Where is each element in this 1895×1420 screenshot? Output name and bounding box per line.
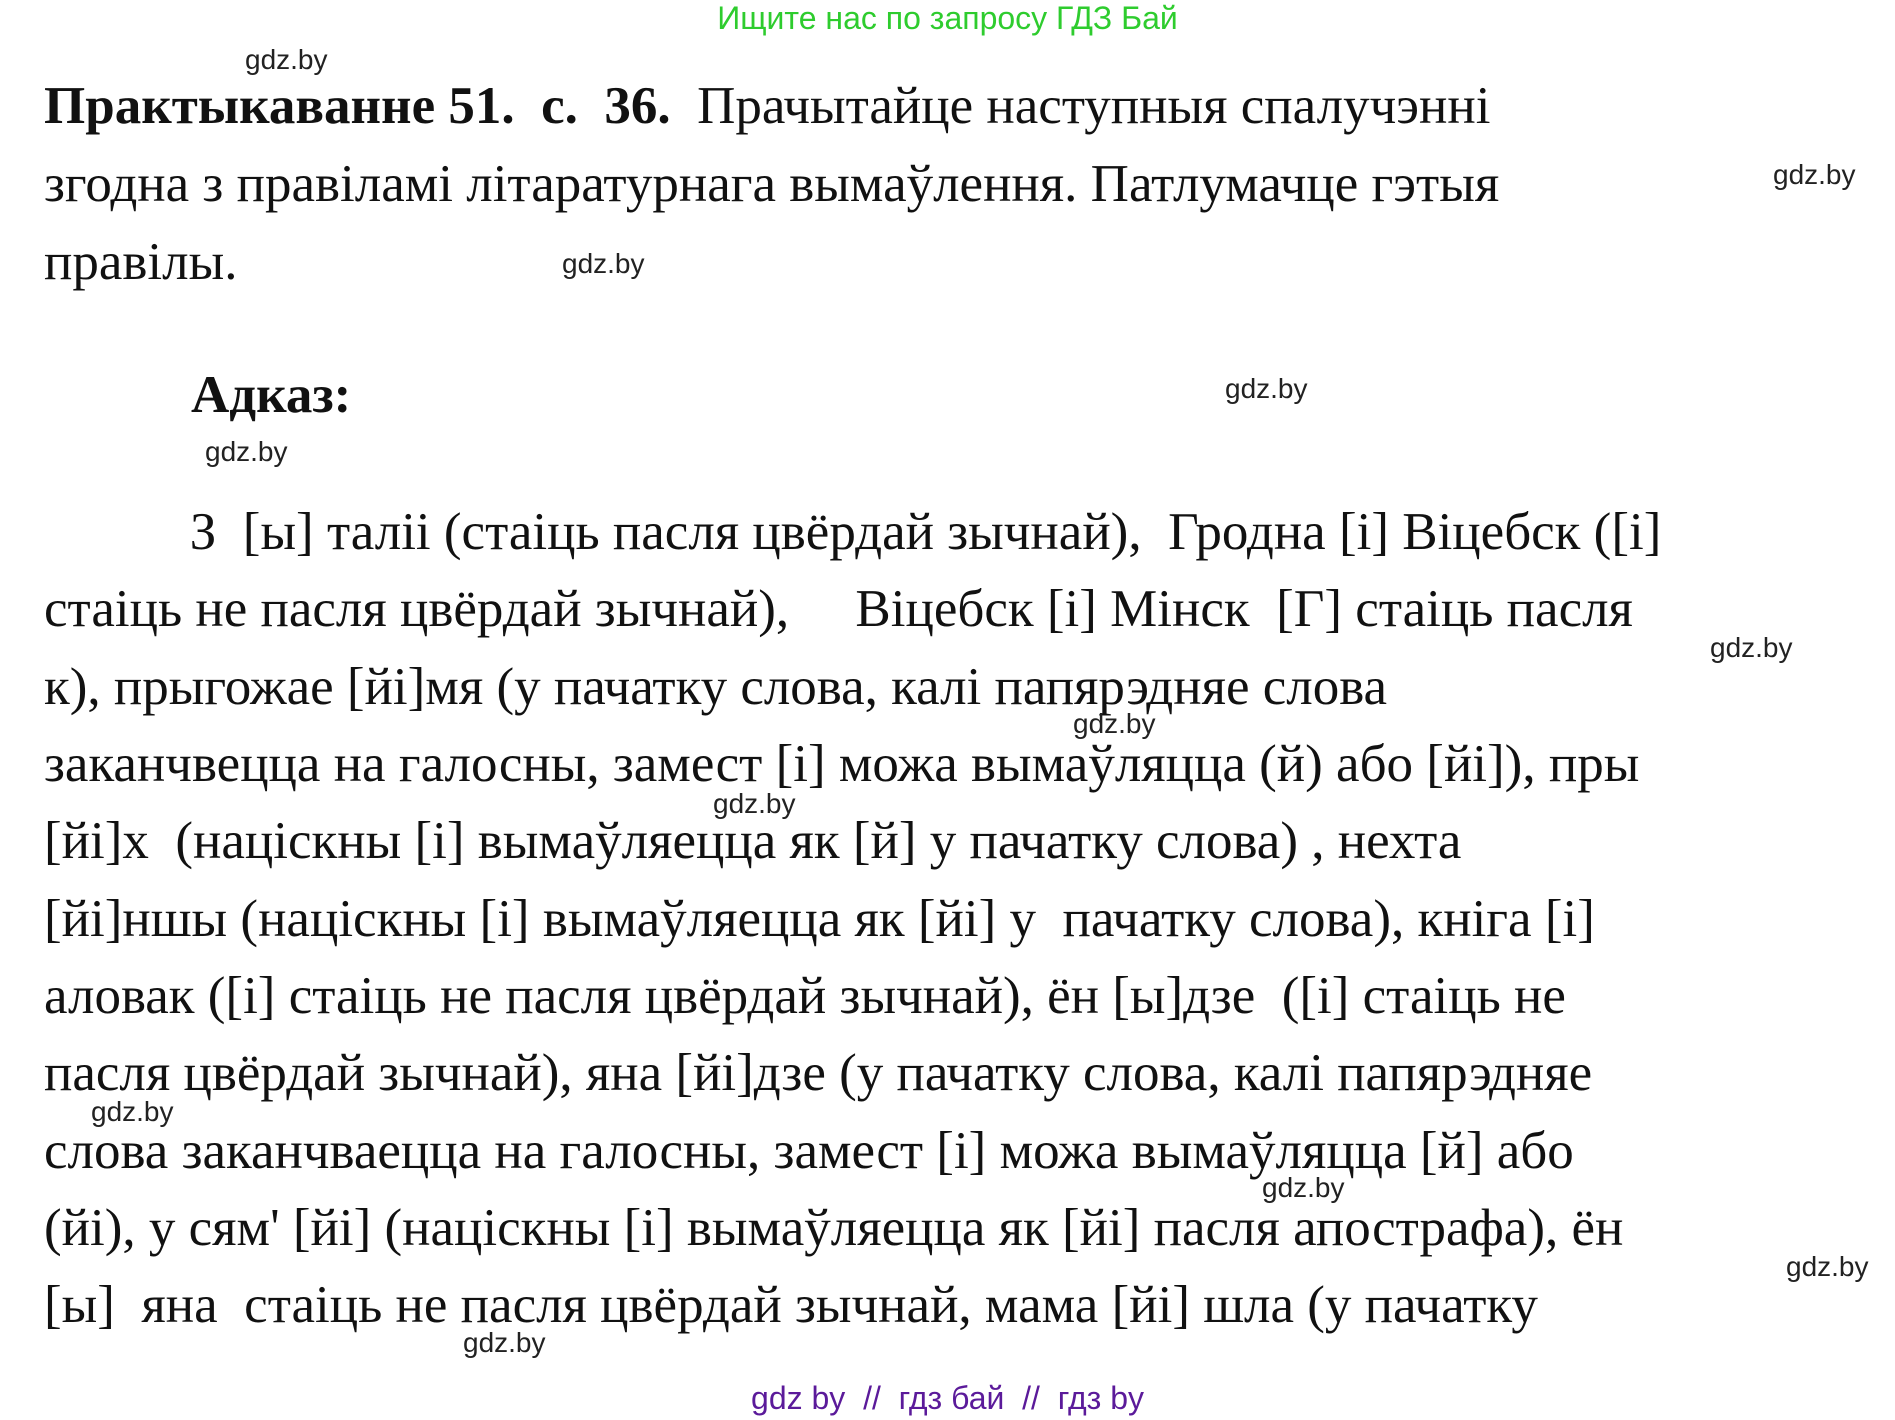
task-label: Практыкаванне 51. с. 36. xyxy=(44,77,671,135)
search-hint-banner: Ищите нас по запросу ГДЗ Бай xyxy=(717,0,1178,36)
answer-line: заканчвецца на галосны, замест [і] можа вымаўляцца (й) або [йі]), пры xyxy=(44,735,1640,793)
watermark: gdz.by xyxy=(1073,708,1156,739)
footer-watermark: gdz by // гдз бай // гдз by xyxy=(751,1380,1144,1416)
task-line-1 xyxy=(44,76,1490,136)
task-text: Прачытайце наступныя спалучэнні xyxy=(670,77,1491,135)
watermark: gdz.by xyxy=(91,1096,174,1127)
watermark: gdz.by xyxy=(1773,159,1856,190)
watermark: gdz.by xyxy=(1225,373,1308,404)
answer-line: аловак ([і] стаіць не пасля цвёрдай зычнай), ён [ы]дзе ([і] стаіць не xyxy=(44,967,1566,1025)
answer-line: к), прыгожае [йі]мя (у пачатку слова, калі папярэдняе слова xyxy=(44,658,1388,716)
answer-line: (йі), у сям' [йі] (націскны [і] вымаўляецца як [йі] пасля апострафа), ён xyxy=(44,1199,1624,1257)
watermark: gdz.by xyxy=(205,436,288,467)
watermark: gdz.by xyxy=(1710,632,1793,663)
watermark: gdz.by xyxy=(245,44,328,75)
watermark: gdz.by xyxy=(1262,1172,1345,1203)
answer-line: [йі]ншы (націскны [і] вымаўляецца як [йі] у пачатку слова), кніга [і] xyxy=(44,890,1595,948)
answer-line: пасля цвёрдай зычнай), яна [йі]дзе (у пачатку слова, калі папярэдняе xyxy=(44,1044,1593,1102)
watermark: gdz.by xyxy=(1786,1251,1869,1282)
answer-line: [йі]х (націскны [і] вымаўляецца як [й] у пачатку слова) , нехта xyxy=(44,812,1462,870)
answer-line: слова заканчваецца на галосны, замест [і] можа вымаўляцца [й] або xyxy=(44,1122,1574,1180)
answer-line: [ы] яна стаіць не пасля цвёрдай зычнай, мама [йі] шла (у пачатку xyxy=(44,1276,1538,1334)
watermark: gdz.by xyxy=(562,248,645,279)
watermark: gdz.by xyxy=(463,1327,546,1358)
task-line-2: згодна з правіламі літаратурнага вымаўлення. Патлумачце гэтыя xyxy=(44,155,1500,213)
answer-line: стаіць не пасля цвёрдай зычнай), Віцебск [і] Мінск [Г] стаіць пасля xyxy=(44,580,1633,638)
task-line-3: правілы. xyxy=(44,233,238,291)
answer-heading: Адказ: xyxy=(191,366,352,424)
watermark: gdz.by xyxy=(713,788,796,819)
answer-line: З [ы] таліі (стаіць пасля цвёрдай зычнай), Гродна [і] Віцебск ([і] xyxy=(44,503,1662,561)
